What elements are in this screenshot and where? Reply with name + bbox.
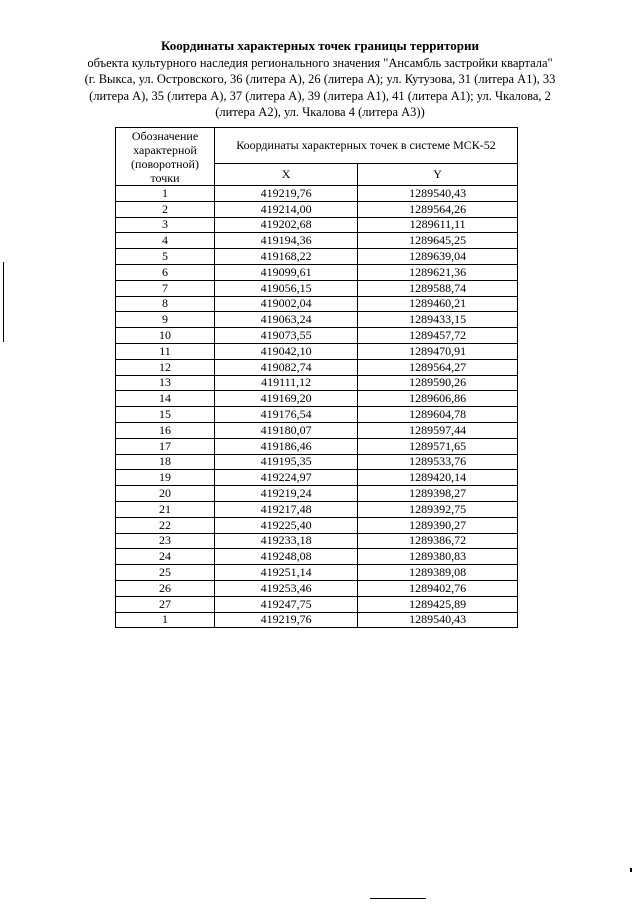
cell-point-number: 21 (116, 501, 215, 517)
cell-x: 419214,00 (215, 201, 358, 217)
cell-point-number: 15 (116, 407, 215, 423)
cell-x: 419063,24 (215, 312, 358, 328)
table-row (116, 296, 518, 312)
document-subtitle-line: (г. Выкса, ул. Островского, 36 (литера А), 26 (литера А); ул. Кутузова, 31 (литера А1), 33 (84, 72, 556, 86)
cell-x: 419194,36 (215, 233, 358, 249)
cell-x: 419042,10 (215, 343, 358, 359)
cell-x: 419253,46 (215, 580, 358, 596)
table-row (116, 533, 518, 549)
table-row (116, 312, 518, 328)
cell-point-number: 10 (116, 328, 215, 344)
table-row (116, 612, 518, 628)
table-row (116, 264, 518, 280)
cell-point-number: 3 (116, 217, 215, 233)
cell-x: 419251,14 (215, 565, 358, 581)
document-subtitle-line: (литера А2), ул. Чкалова 4 (литера А3)) (215, 105, 425, 119)
cell-x: 419002,04 (215, 296, 358, 312)
document-heading (70, 38, 570, 121)
cell-point-number: 9 (116, 312, 215, 328)
cell-x: 419073,55 (215, 328, 358, 344)
cell-x: 419056,15 (215, 280, 358, 296)
cell-x: 419219,24 (215, 486, 358, 502)
cell-x: 419224,97 (215, 470, 358, 486)
scan-dot (630, 868, 632, 872)
scan-edge-mark-left (3, 262, 4, 342)
cell-y: 1289420,14 (358, 470, 518, 486)
table-body (116, 186, 518, 628)
table-row (116, 217, 518, 233)
header-point-line: (поворотной) (131, 156, 199, 171)
cell-y: 1289386,72 (358, 533, 518, 549)
cell-point-number: 8 (116, 296, 215, 312)
header-x: X (215, 164, 358, 186)
table-row (116, 186, 518, 202)
cell-point-number: 24 (116, 549, 215, 565)
table-row (116, 233, 518, 249)
cell-y: 1289460,21 (358, 296, 518, 312)
table-row (116, 580, 518, 596)
table-row (116, 438, 518, 454)
table-row (116, 249, 518, 265)
cell-y: 1289571,65 (358, 438, 518, 454)
cell-y: 1289398,27 (358, 486, 518, 502)
cell-y: 1289390,27 (358, 517, 518, 533)
cell-x: 419217,48 (215, 501, 358, 517)
table-row (116, 596, 518, 612)
cell-x: 419186,46 (215, 438, 358, 454)
header-point-line: Обозначение (131, 128, 199, 143)
cell-point-number: 20 (116, 486, 215, 502)
cell-point-number: 25 (116, 565, 215, 581)
table-row (116, 407, 518, 423)
table-row (116, 391, 518, 407)
cell-x: 419248,08 (215, 549, 358, 565)
cell-point-number: 11 (116, 343, 215, 359)
cell-y: 1289470,91 (358, 343, 518, 359)
cell-x: 419233,18 (215, 533, 358, 549)
cell-y: 1289433,15 (358, 312, 518, 328)
header-point-line: точки (150, 170, 180, 185)
cell-y: 1289590,26 (358, 375, 518, 391)
table-row (116, 565, 518, 581)
cell-x: 419169,20 (215, 391, 358, 407)
cell-point-number: 2 (116, 201, 215, 217)
cell-point-number: 18 (116, 454, 215, 470)
table-row (116, 454, 518, 470)
cell-point-number: 26 (116, 580, 215, 596)
table-row (116, 470, 518, 486)
cell-y: 1289597,44 (358, 422, 518, 438)
cell-x: 419219,76 (215, 186, 358, 202)
header-point-designation (116, 128, 215, 186)
cell-x: 419176,54 (215, 407, 358, 423)
table-row (116, 201, 518, 217)
cell-x: 419247,75 (215, 596, 358, 612)
header-coordinates: Координаты характерных точек в системе МСК-52 (215, 128, 518, 164)
document-subtitle-line: объекта культурного наследия регионального значения "Ансамбль застройки квартала" (87, 55, 553, 70)
cell-y: 1289533,76 (358, 454, 518, 470)
cell-x: 419225,40 (215, 517, 358, 533)
cell-x: 419180,07 (215, 422, 358, 438)
cell-y: 1289604,78 (358, 407, 518, 423)
cell-point-number: 22 (116, 517, 215, 533)
cell-x: 419168,22 (215, 249, 358, 265)
cell-point-number: 5 (116, 249, 215, 265)
cell-x: 419111,12 (215, 375, 358, 391)
cell-y: 1289606,86 (358, 391, 518, 407)
table-row (116, 422, 518, 438)
cell-point-number: 6 (116, 264, 215, 280)
cell-point-number: 7 (116, 280, 215, 296)
cell-point-number: 14 (116, 391, 215, 407)
cell-x: 419082,74 (215, 359, 358, 375)
cell-point-number: 17 (116, 438, 215, 454)
cell-y: 1289402,76 (358, 580, 518, 596)
cell-x: 419099,61 (215, 264, 358, 280)
cell-point-number: 27 (116, 596, 215, 612)
document-subtitle-line: (литера А), 35 (литера А), 37 (литера А), 39 (литера А1), 41 (литера А1); ул. Чкалова, 2 (89, 88, 551, 103)
cell-x: 419195,35 (215, 454, 358, 470)
table-row (116, 343, 518, 359)
cell-y: 1289540,43 (358, 186, 518, 202)
cell-y: 1289645,25 (358, 233, 518, 249)
table-row (116, 517, 518, 533)
cell-y: 1289639,04 (358, 249, 518, 265)
table-row (116, 280, 518, 296)
cell-y: 1289588,74 (358, 280, 518, 296)
cell-y: 1289611,11 (358, 217, 518, 233)
scan-edge-mark-bottom (370, 898, 426, 899)
cell-point-number: 13 (116, 375, 215, 391)
cell-y: 1289564,27 (358, 359, 518, 375)
document-title: Координаты характерных точек границы территории (161, 38, 479, 53)
table-row (116, 501, 518, 517)
cell-y: 1289392,75 (358, 501, 518, 517)
cell-y: 1289380,83 (358, 549, 518, 565)
table-row (116, 328, 518, 344)
cell-x: 419219,76 (215, 612, 358, 628)
cell-point-number: 1 (116, 186, 215, 202)
cell-y: 1289425,89 (358, 596, 518, 612)
table-row (116, 375, 518, 391)
table-row (116, 486, 518, 502)
cell-point-number: 23 (116, 533, 215, 549)
cell-x: 419202,68 (215, 217, 358, 233)
header-point-line: характерной (133, 142, 197, 157)
cell-y: 1289457,72 (358, 328, 518, 344)
coordinates-table (115, 127, 518, 628)
cell-point-number: 4 (116, 233, 215, 249)
header-y: Y (358, 164, 518, 186)
cell-y: 1289621,36 (358, 264, 518, 280)
cell-point-number: 1 (116, 612, 215, 628)
cell-y: 1289389,08 (358, 565, 518, 581)
cell-point-number: 19 (116, 470, 215, 486)
cell-point-number: 16 (116, 422, 215, 438)
cell-point-number: 12 (116, 359, 215, 375)
cell-y: 1289564,26 (358, 201, 518, 217)
table-row (116, 359, 518, 375)
table-row (116, 549, 518, 565)
cell-y: 1289540,43 (358, 612, 518, 628)
